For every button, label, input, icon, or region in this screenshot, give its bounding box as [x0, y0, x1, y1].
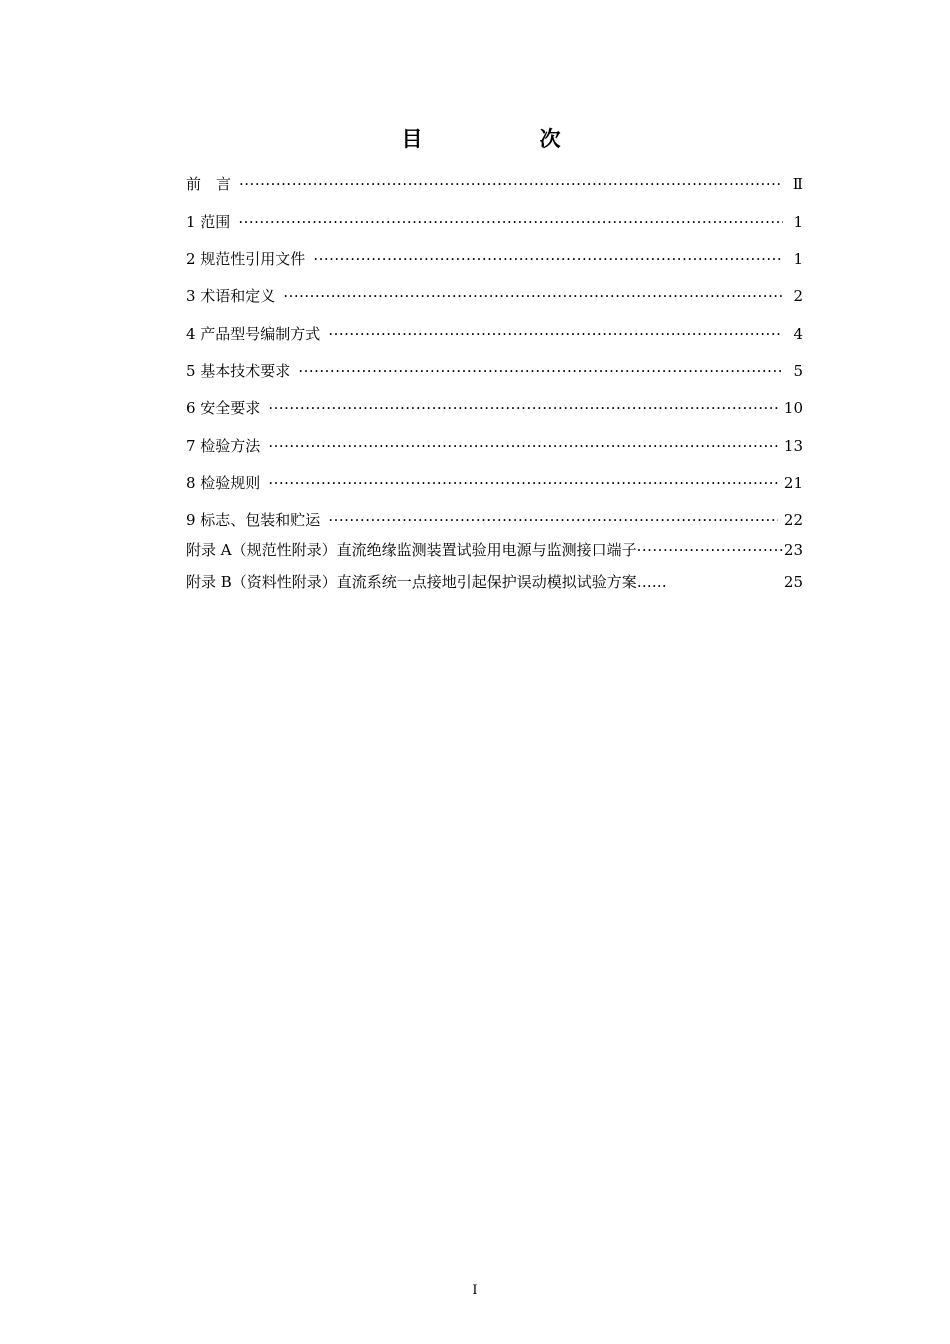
toc-entry-preface[interactable]: [186, 173, 803, 195]
toc-entry-page: 22: [783, 511, 803, 529]
toc-entry-scope[interactable]: [186, 211, 803, 233]
toc-entry-label: 6 安全要求: [186, 399, 261, 417]
toc-entry-page: 4: [793, 325, 803, 343]
toc-entry-terms-definitions[interactable]: [186, 285, 803, 307]
toc-entry-label: 4 产品型号编制方式: [186, 325, 321, 343]
page-number: I: [472, 1283, 478, 1298]
dot-leader: [283, 285, 783, 307]
dot-leader: [298, 360, 783, 382]
dot-leader: [238, 211, 783, 233]
toc-entry-page: 25: [783, 573, 803, 591]
dot-leader: [268, 397, 778, 419]
toc-entry-label: 前 言: [186, 175, 232, 193]
toc-entry-appendix-a[interactable]: [186, 539, 803, 561]
toc-entry-test-methods[interactable]: [186, 435, 803, 457]
toc-entry-normative-references[interactable]: [186, 248, 803, 270]
toc-entry-inspection-rules[interactable]: [186, 472, 803, 494]
toc-entry-marking-packaging[interactable]: [186, 509, 803, 531]
toc-entry-page: 13: [783, 437, 803, 455]
toc-entry-label: 8 检验规则: [186, 474, 261, 492]
toc-entry-model-numbering[interactable]: [186, 323, 803, 345]
toc-entry-label: 2 规范性引用文件: [186, 250, 306, 268]
toc-entry-appendix-b[interactable]: [186, 571, 803, 593]
toc-entry-page: 1: [793, 250, 803, 268]
toc-entry-page: Ⅱ: [792, 175, 803, 193]
toc-entry-label: 3 术语和定义: [186, 287, 276, 305]
toc-entry-page: 1: [793, 213, 803, 231]
toc-entry-label: 1 范围: [186, 213, 231, 231]
toc-entry-page: 21: [783, 474, 803, 492]
toc-entry-label: 9 标志、包装和贮运: [186, 511, 321, 529]
dot-leader: [328, 509, 778, 531]
toc-entry-label: 附录 B（资料性附录）直流系统一点接地引起保护误动模拟试验方案……: [186, 573, 667, 591]
dot-leader: [637, 539, 784, 561]
toc-entry-safety-requirements[interactable]: [186, 397, 803, 419]
dot-leader: [328, 323, 783, 345]
toc-entry-page: 5: [793, 362, 803, 380]
toc-entry-page: 23: [783, 541, 803, 559]
dot-leader: [239, 173, 783, 195]
toc-entry-label: 5 基本技术要求: [186, 362, 291, 380]
toc-entry-page: 2: [793, 287, 803, 305]
dot-leader: [268, 435, 778, 457]
toc-entry-technical-requirements[interactable]: [186, 360, 803, 382]
dot-leader: [313, 248, 783, 270]
dot-leader: [268, 472, 778, 494]
toc-entry-label: 附录 A（规范性附录）直流绝缘监测装置试验用电源与监测接口端子: [186, 541, 637, 559]
toc-entry-page: 10: [783, 399, 803, 417]
toc-entry-label: 7 检验方法: [186, 437, 261, 455]
page-title: 目 次: [401, 126, 609, 151]
